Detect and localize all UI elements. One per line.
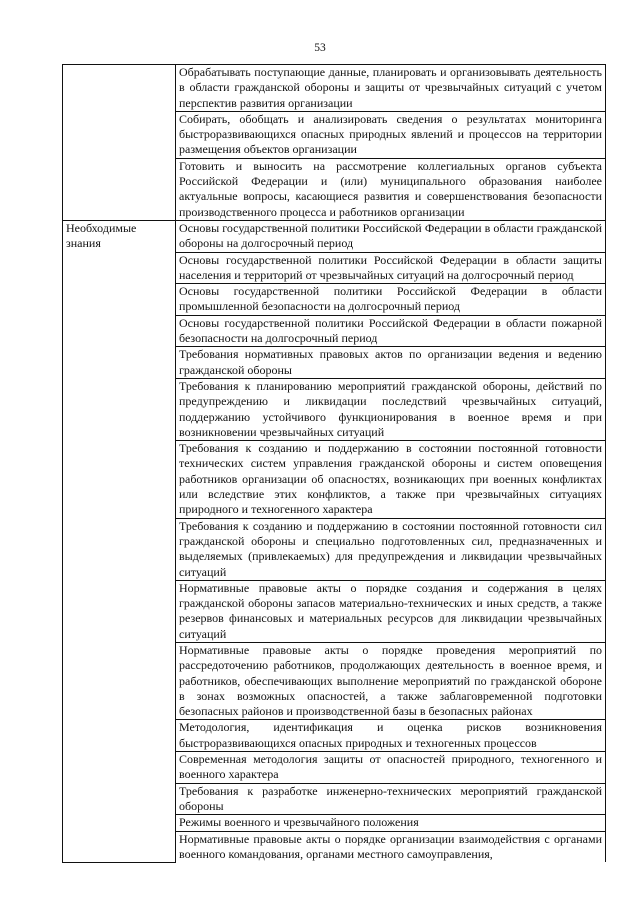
knowledge-item: Методология, идентификация и оценка рисков возникновения быстроразвивающихся опасных природных и техногенных процессов <box>176 720 606 752</box>
skill-item: Собирать, обобщать и анализировать сведения о результатах мониторинга быстроразвивающихся опасных природных явлений и процессов на территории размещения объектов организации <box>176 111 606 158</box>
knowledge-item: Основы государственной политики Российской Федерации в области гражданской обороны на долгосрочный период <box>176 220 606 252</box>
knowledge-item: Нормативные правовые акты о порядке проведения мероприятий по рассредоточению работников, продолжающих деятельность в военное время, и работников, обеспечивающих выполнение мероприятий по гражданской обороне в зонах возможных опасностей, а также заблаговременной подготовки безопасных районов и производственной базы в безопасных районах <box>176 642 606 719</box>
knowledge-item: Режимы военного и чрезвычайного положения <box>176 815 606 831</box>
knowledge-item: Требования нормативных правовых актов по организации ведения и ведению гражданской обороны <box>176 347 606 379</box>
knowledge-item: Современная методология защиты от опасностей природного, техногенного и военного характера <box>176 752 606 784</box>
knowledge-item: Требования к созданию и поддержанию в состоянии постоянной готовности технических систем управления гражданской обороны и систем оповещения работников организации об опасностях, возникающих при военных конфликтах или вследствие этих конфликтов, а также при чрезвычайных ситуациях природного и техногенного характера <box>176 441 606 518</box>
knowledge-item: Нормативные правовые акты о порядке создания и содержания в целях гражданской обороны запасов материально-технических и иных средств, а также резервов финансовых и материальных ресурсов для ликвидации чрезвычайных ситуаций <box>176 580 606 642</box>
page-number: 53 <box>314 42 326 54</box>
knowledge-item: Нормативные правовые акты о порядке организации взаимодействия с органами военного командования, органами местного самоуправления, <box>176 831 606 862</box>
table-row <box>63 65 606 112</box>
knowledge-item: Требования к разработке инженерно-технических мероприятий гражданской обороны <box>176 783 606 815</box>
knowledge-item: Основы государственной политики Российской Федерации в области пожарной безопасности на долгосрочный период <box>176 315 606 347</box>
knowledge-item: Требования к планированию мероприятий гражданской обороны, действий по предупреждению и ликвидации последствий чрезвычайных ситуаций, поддержанию устойчивого функционирования в военное время и при возникновении чрезвычайных ситуаций <box>176 378 606 440</box>
skill-item: Готовить и выносить на рассмотрение коллегиальных органов субъекта Российской Федерации и (или) муниципального образования наиболее актуальные вопросы, касающиеся развития и совершенствования безопасности производственного процесса и работников организации <box>176 158 606 220</box>
knowledge-item: Основы государственной политики Российской Федерации в области промышленной безопасности на долгосрочный период <box>176 284 606 316</box>
competency-table <box>62 64 606 863</box>
knowledge-label: Необходимые знания <box>63 220 176 862</box>
skill-item: Обрабатывать поступающие данные, планировать и организовывать деятельность в области гражданской обороны и защиты от чрезвычайных ситуаций с учетом перспектив развития организации <box>176 65 606 112</box>
skills-label-cell <box>63 65 176 221</box>
table-row <box>63 220 606 252</box>
knowledge-item: Требования к созданию и поддержанию в состоянии постоянной готовности сил гражданской обороны и специально подготовленных сил, предназначенных и выделяемых (привлекаемых) для предупреждения и ликвидации чрезвычайных ситуаций <box>176 518 606 580</box>
competency-table-body <box>63 65 606 863</box>
knowledge-item: Основы государственной политики Российской Федерации в области защиты населения и территорий от чрезвычайных ситуаций на долгосрочный период <box>176 252 606 284</box>
